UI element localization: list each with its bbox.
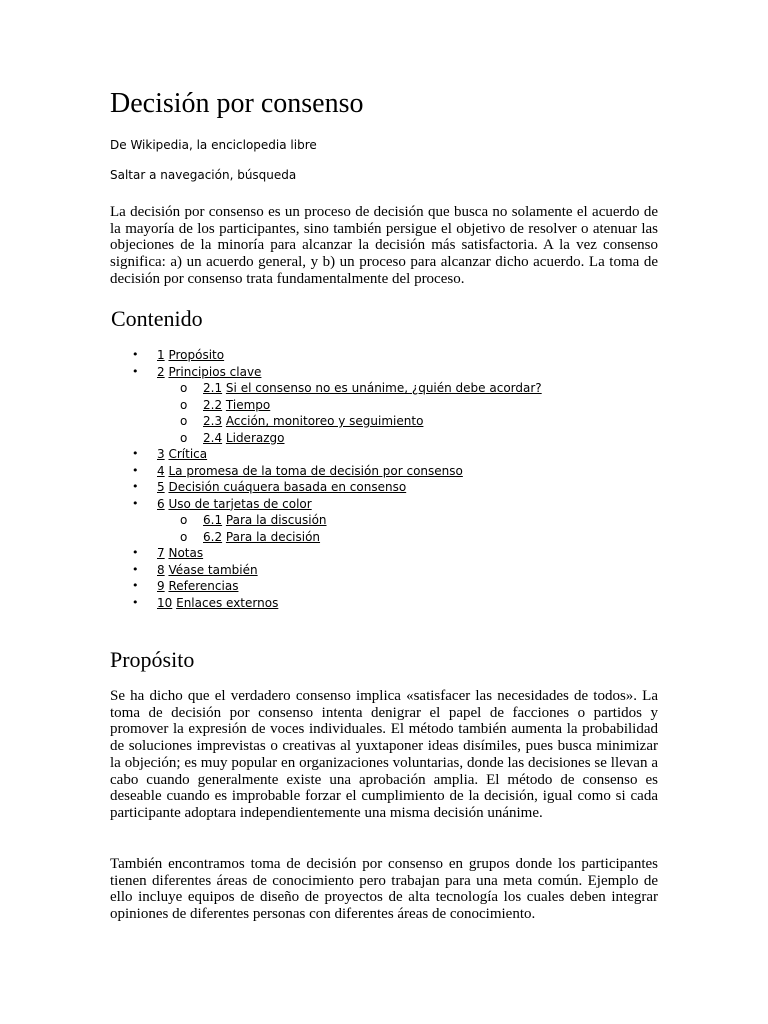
intro-paragraph: La decisión por consenso es un proceso de decisión que busca no solamente el acuerdo de la mayoría de los participantes, sino también persigue el objetivo de resolver o atenuar las objeciones de la minoría para alcanzar la decisión más satisfactoria. A la vez consenso significa: a) un acuerdo general, y b) un proceso para alcanzar dicho acuerdo. La toma de decisión por consenso trata fundamentalmente del proceso. <box>110 204 658 287</box>
toc-link-2[interactable]: Principios clave <box>168 364 262 379</box>
bullet: o <box>180 430 188 445</box>
bullet: • <box>132 480 139 493</box>
toc-link-3-number[interactable]: 3 <box>157 447 165 461</box>
bullet: o <box>180 529 188 544</box>
toc-link-2-3[interactable]: Acción, monitoreo y seguimiento <box>225 414 424 428</box>
bullet: • <box>132 579 139 592</box>
toc-link-7-number[interactable]: 7 <box>157 546 165 560</box>
bullet: • <box>132 463 139 477</box>
proposito-paragraph-2: También encontramos toma de decisión por consenso en grupos donde los participantes tienen diferentes áreas de conocimiento pero trabajan para una meta común. Ejemplo de ello incluye equipos de diseño de proyectos de alta tecnología los cuales deben integrar opiniones de diferentes personas con diferentes áreas de conocimiento. <box>110 856 658 923</box>
toc-link-2-4[interactable]: Liderazgo <box>225 430 285 445</box>
toc-link-8-number[interactable]: 8 <box>157 562 165 577</box>
toc-link-4[interactable]: La promesa de la toma de decisión por consenso <box>168 463 463 478</box>
bullet: • <box>132 348 139 361</box>
section-heading-proposito: Propósito <box>110 647 195 672</box>
toc-link-6-1-number[interactable]: 6.1 <box>203 513 223 527</box>
bullet: • <box>132 562 139 576</box>
toc-link-6-2[interactable]: Para la decisión <box>225 529 321 544</box>
toc-link-7[interactable]: Notas <box>168 546 204 560</box>
toc-link-6-1[interactable]: Para la discusión <box>225 513 327 527</box>
toc-link-2-2[interactable]: Tiempo <box>225 397 271 412</box>
bullet: • <box>132 447 139 460</box>
toc-link-6[interactable]: Uso de tarjetas de color <box>168 496 312 511</box>
toc-link-1-number[interactable]: 1 <box>157 348 165 362</box>
toc-link-2-2-number[interactable]: 2.2 <box>203 397 223 412</box>
toc-link-3[interactable]: Crítica <box>168 447 208 461</box>
toc-link-2-1[interactable]: Si el consenso no es unánime, ¿quién debe acordar? <box>225 381 542 395</box>
toc-link-5[interactable]: Decisión cuáquera basada en consenso <box>168 480 407 494</box>
toc-link-2-1-number[interactable]: 2.1 <box>203 381 223 395</box>
toc-link-1[interactable]: Propósito <box>168 348 225 362</box>
toc-link-9-number[interactable]: 9 <box>157 579 165 593</box>
toc-link-8[interactable]: Véase también <box>168 562 258 577</box>
bullet: o <box>180 414 188 428</box>
bullet: • <box>132 496 139 510</box>
toc-link-9[interactable]: Referencias <box>168 579 239 593</box>
article-title: Decisión por consenso <box>110 88 364 119</box>
bullet: • <box>132 364 139 378</box>
toc-link-10-number[interactable]: 10 <box>157 595 173 610</box>
bullet: • <box>132 595 139 609</box>
toc-link-4-number[interactable]: 4 <box>157 463 165 478</box>
bullet: o <box>180 381 188 395</box>
bullet: o <box>180 397 188 412</box>
toc-link-6-number[interactable]: 6 <box>157 496 165 511</box>
bullet: • <box>132 546 139 559</box>
toc-link-6-2-number[interactable]: 6.2 <box>203 529 223 544</box>
toc-link-2-4-number[interactable]: 2.4 <box>203 430 223 445</box>
toc-link-10[interactable]: Enlaces externos <box>176 595 279 610</box>
toc-link-5-number[interactable]: 5 <box>157 480 165 494</box>
skip-links: Saltar a navegación, búsqueda <box>110 168 297 182</box>
toc-link-2-number[interactable]: 2 <box>157 364 165 379</box>
article-subtitle: De Wikipedia, la enciclopedia libre <box>110 138 317 152</box>
toc-link-2-3-number[interactable]: 2.3 <box>203 414 223 428</box>
bullet: o <box>180 513 188 527</box>
toc-heading: Contenido <box>111 306 203 331</box>
proposito-paragraph-1: Se ha dicho que el verdadero consenso implica «satisfacer las necesidades de todos». La toma de decisión por consenso intenta denigrar el papel de facciones o partidos y promover la expresión de voces individuales. El método también aumenta la probabilidad de soluciones imprevistas o creativas al yuxtaponer ideas disímiles, pues busca minimizar la objeción; es muy popular en organizaciones voluntarias, donde las decisiones se llevan a cabo cuando generalmente existe una aprobación amplia. El método de consenso es deseable cuando es improbable forzar el cumplimiento de la decisión, igual como si cada participante adoptara independientemente una misma decisión unánime. <box>110 688 658 821</box>
